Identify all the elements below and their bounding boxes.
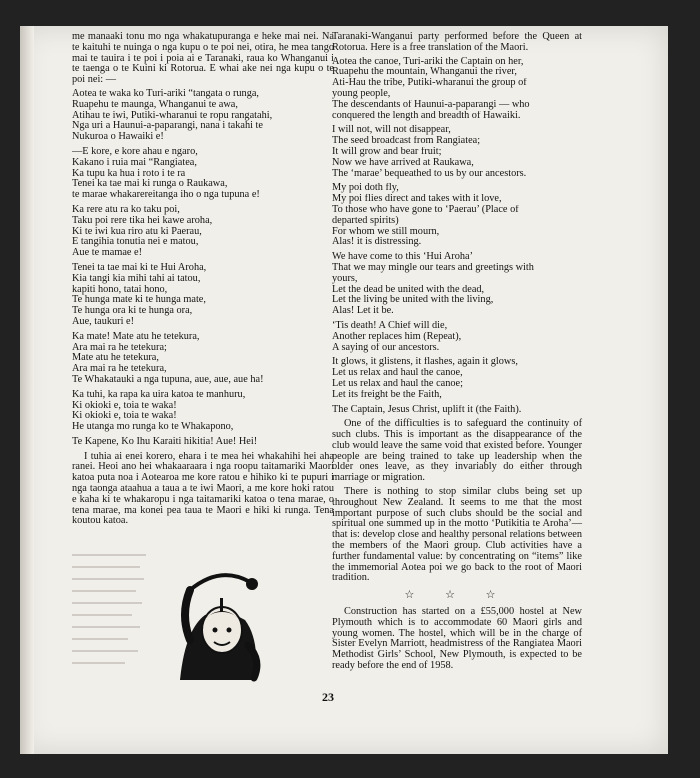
english-verse-line: Alas! it is distressing. bbox=[332, 237, 422, 248]
english-verse-line: Ati-Hau the tribe, Putiki-wharanui the group of bbox=[332, 78, 527, 89]
maori-verse-line: E tangihia tonutia nei e matou, bbox=[72, 237, 199, 248]
maori-verse-line: Ka tupu ka hua i roto i te ra bbox=[72, 168, 186, 179]
maori-stanza bbox=[72, 437, 334, 448]
faded-bleedthrough-text bbox=[70, 545, 150, 685]
english-verse-line: It glows, it glistens, it flashes, again it glows, bbox=[332, 357, 518, 368]
similar-clubs-paragraph: There is nothing to stop similar clubs being set up throughout New Zealand. It seems to me that the most important purpose of such clubs should be the social and spiritual one summed up in the motto ‘Putikitia te Aroha’—that is: develop close and healthy personal relations between the members of the Maori group. Club activities have a further fundamental value: by concentrating on “items” like the immemorial Aotea poi we go back to the root of Maori tradition. bbox=[332, 486, 582, 584]
maori-verse-line: Aue te mamae e! bbox=[72, 248, 143, 259]
maori-verse-line: Ka rere atu ra ko taku poi, bbox=[72, 204, 180, 215]
english-verse-line: conquered the length and breadth of Hawaiki. bbox=[332, 110, 521, 121]
continuity-paragraph: One of the difficulties is to safeguard the continuity of such clubs. This is important as the disappearance of the club would leave the same void that existed before. Younger people are being trained to take up leadership when the older ones leave, as they invariably do either through marriage or migration. bbox=[332, 418, 582, 484]
maori-verse-line: Aue, taukuri e! bbox=[72, 316, 135, 327]
maori-closing-paragraph: I tuhia ai enei korero, ehara i te mea hei whakahihi hei aha ranei. Heoi ano hei whakaaraara i nga roopu taitamariki Maori katoa puta noa i Aotearoa me kore ratou e hihiko ki te pupuri i nga taonga ataahua a taua a te iwi Maori, a me kore hoki ratou e kaha ki te whakaropu i nga taitamariki katoa o tena marae, o tena marae, ma konei pea taua te Maori e hiki ki runga. Tena koutou katoa. bbox=[72, 450, 334, 527]
english-verse-line: I will not, will not disappear, bbox=[332, 125, 451, 136]
hostel-news-paragraph: Construction has started on a £55,000 hostel at New Plymouth which is to accommodate 60 Maori girls and young women. The hostel, which will be in the charge of Sister Evelyn Marriott, headmistress of the Rangiatea Maori Methodist Girls’ School, New Plymouth, is expected to be ready before the end of 1958. bbox=[332, 606, 582, 672]
maori-intro-paragraph: me manaaki tonu mo nga whakatupuranga e heke mai nei. Na te kaituhi te nuinga o nga kupu o te poi nei, otira, he mea tango mai te tauira i te poi i poia ai e Taranaki, raua ko Whanganui i te taenga o te Kuini ki Rotorua. E whai ake nei nga kupu o te poi nei: — bbox=[72, 31, 334, 86]
english-verse-line: Aotea the canoe, Turi-ariki the Captain on her, bbox=[332, 56, 524, 67]
english-verse-line: yours, bbox=[332, 273, 358, 284]
english-verse-line: To those who have gone to ‘Paerau’ (Place of bbox=[332, 204, 519, 215]
english-stanza bbox=[332, 405, 582, 416]
maori-stanza bbox=[72, 332, 334, 386]
maori-verse-line: Atihau te iwi, Putiki-wharanui te ropu rangatahi, bbox=[72, 110, 273, 121]
maori-verse-line: He utanga mo runga ko te Whakapono, bbox=[72, 422, 234, 433]
maori-verse-line: Nukuroa o Hawaiki e! bbox=[72, 132, 164, 143]
english-verse-line: departed spirits) bbox=[332, 215, 399, 226]
maori-verse-line: Te Kapene, Ko Ihu Karaiti hikitia! Aue! Hei! bbox=[72, 436, 258, 447]
maori-verse-line: —E kore, e kore ahau e ngaro, bbox=[72, 146, 198, 157]
maori-verse-line: Taku poi rere tika hei kawe aroha, bbox=[72, 215, 213, 226]
maori-poi-verses bbox=[72, 89, 334, 448]
english-stanza bbox=[332, 57, 582, 122]
maori-verse-line: te marae whakarereitanga iho o nga tupuna e! bbox=[72, 190, 260, 201]
maori-stanza bbox=[72, 390, 334, 433]
maori-verse-line: Ka mate! Mate atu he tetekura, bbox=[72, 331, 200, 342]
maori-verse-line: Ki okioki e, toia te waka! bbox=[72, 411, 177, 422]
english-verse-line: ‘Tis death! A Chief will die, bbox=[332, 320, 448, 331]
english-stanza bbox=[332, 357, 582, 400]
english-stanza bbox=[332, 321, 582, 353]
page-binding-edge bbox=[20, 26, 34, 754]
english-verse-line: That we may mingle our tears and greetings with bbox=[332, 262, 534, 273]
english-verse-line: The ‘marae’ bequeathed to us by our ancestors. bbox=[332, 168, 527, 179]
poi-dancer-illustration bbox=[150, 560, 280, 685]
english-verse-line: My poi flies direct and takes with it love, bbox=[332, 194, 502, 205]
english-verse-line: The Captain, Jesus Christ, uplift it (the Faith). bbox=[332, 404, 522, 415]
maori-verse-line: Ki te iwi kua riro atu ki Paerau, bbox=[72, 226, 202, 237]
english-verse-line: The seed broadcast from Rangiatea; bbox=[332, 136, 481, 147]
english-translation-verses bbox=[332, 57, 582, 416]
maori-verse-line: Nga uri a Haunui-a-paparangi, nana i takahi te bbox=[72, 121, 263, 132]
maori-verse-line: Ara mai ra he tetekura, bbox=[72, 364, 167, 375]
english-verse-line: Let the living be united with the living, bbox=[332, 295, 494, 306]
translation-intro-paragraph: Taranaki-Wanganui party performed before the Queen at Rotorua. Here is a free translation of the Maori. bbox=[332, 31, 582, 53]
english-stanza bbox=[332, 183, 582, 248]
maori-stanza bbox=[72, 89, 334, 143]
english-verse-line: For whom we still mourn, bbox=[332, 226, 440, 237]
english-verse-line: Let us relax and haul the canoe; bbox=[332, 378, 463, 389]
english-verse-line: Let its freight be the Faith, bbox=[332, 389, 442, 400]
english-verse-line: A saying of our ancestors. bbox=[332, 342, 440, 353]
maori-verse-line: Te hunga ora ki te hunga ora, bbox=[72, 306, 193, 317]
maori-verse-line: Kia tangi kia mihi tahi ai tatou, bbox=[72, 273, 201, 284]
english-verse-line: young people, bbox=[332, 88, 391, 99]
english-verse-line: We have come to this ‘Hui Aroha’ bbox=[332, 252, 473, 263]
maori-verse-line: Ki okioki e, toia te waka! bbox=[72, 400, 177, 411]
english-verse-line: It will grow and bear fruit; bbox=[332, 146, 442, 157]
maori-verse-line: Ara mai ra he tetekura; bbox=[72, 342, 167, 353]
maori-verse-line: Aotea te waka ko Turi-ariki “tangata o runga, bbox=[72, 88, 260, 99]
english-verse-line: Now we have arrived at Raukawa, bbox=[332, 157, 474, 168]
section-divider-stars: ☆ ☆ ☆ bbox=[404, 589, 510, 602]
maori-stanza bbox=[72, 147, 334, 201]
right-column bbox=[332, 32, 582, 675]
page-number: 23 bbox=[322, 690, 334, 704]
english-verse-line: The descendants of Haunui-a-paparangi — who bbox=[332, 99, 530, 110]
english-verse-line: Ruapehu the mountain, Whanganui the river, bbox=[332, 67, 517, 78]
maori-verse-line: kapiti hono, tatai hono, bbox=[72, 284, 168, 295]
english-verse-line: My poi doth fly, bbox=[332, 183, 399, 194]
english-verse-line: Let us relax and haul the canoe, bbox=[332, 368, 463, 379]
left-column bbox=[72, 32, 334, 530]
english-stanza bbox=[332, 125, 582, 179]
maori-verse-line: Te hunga mate ki te hunga mate, bbox=[72, 295, 206, 306]
english-verse-line: Another replaces him (Repeat), bbox=[332, 331, 462, 342]
maori-stanza bbox=[72, 205, 334, 259]
english-verse-line: Alas! Let it be. bbox=[332, 306, 394, 317]
maori-verse-line: Mate atu he tetekura, bbox=[72, 353, 159, 364]
maori-verse-line: Te Whakatauki a nga tupuna, aue, aue, aue ha! bbox=[72, 374, 264, 385]
maori-verse-line: Kakano i ruia mai “Rangiatea, bbox=[72, 157, 197, 168]
maori-verse-line: Tenei ka tae mai ki runga o Raukawa, bbox=[72, 179, 228, 190]
maori-stanza bbox=[72, 263, 334, 328]
english-stanza bbox=[332, 252, 582, 317]
maori-verse-line: Tenei ta tae mai ki te Hui Aroha, bbox=[72, 262, 207, 273]
maori-verse-line: Ruapehu te maunga, Whanganui te awa, bbox=[72, 99, 238, 110]
english-verse-line: Let the dead be united with the dead, bbox=[332, 284, 485, 295]
maori-verse-line: Ka tuhi, ka rapa ka uira katoa te manhuru, bbox=[72, 389, 246, 400]
